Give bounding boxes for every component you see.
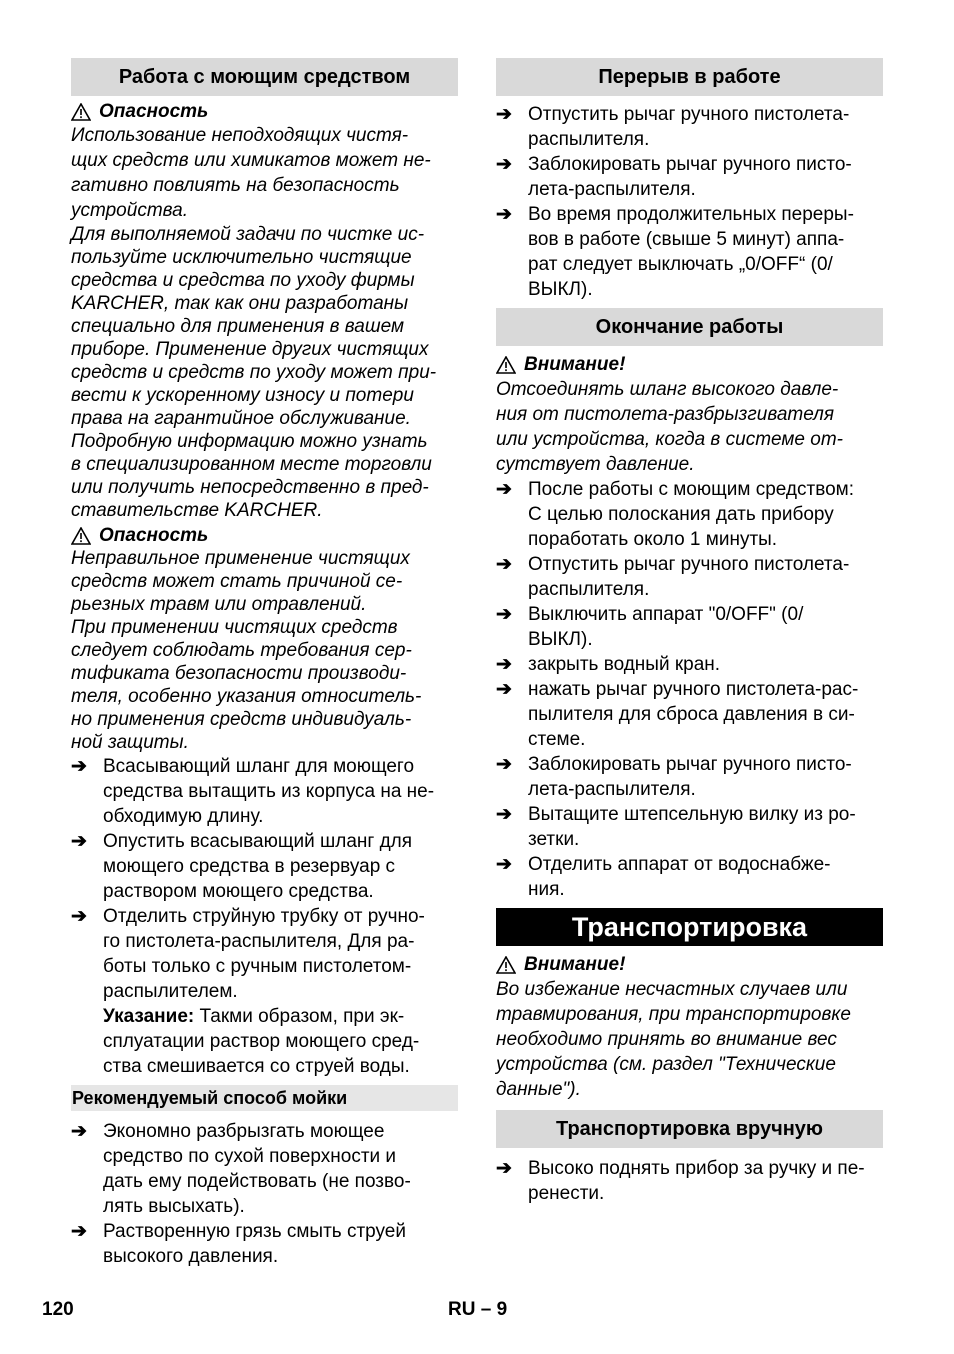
text-line: Неправильное применение чистящих (71, 548, 410, 569)
section-heading-detergent: Работа с моющим средством (71, 58, 458, 96)
warning-notice (496, 952, 883, 977)
arrow-icon: ➔ (71, 831, 87, 852)
text-line: нажать рычаг ручного пистолета-рас- (528, 679, 859, 700)
text-line: Отделить аппарат от водоснабже- (528, 854, 831, 875)
text-line: После работы с моющим средством: (528, 479, 854, 500)
arrow-icon: ➔ (71, 906, 87, 927)
text-line: травмирования, при транспортировке (496, 1004, 851, 1025)
text-line: KARCHER, так как они разработаны (71, 293, 409, 314)
text-line: Заблокировать рычаг ручного писто- (528, 754, 852, 775)
list-item (496, 152, 883, 202)
text-line: вов в работе (свыше 5 минут) аппа- (528, 229, 845, 250)
text-line: боты только с ручным пистолетом- (103, 956, 412, 977)
text-line: следует соблюдать требования сер- (71, 640, 412, 661)
text-line: гативно повлиять на безопасность (71, 175, 400, 196)
text-line: Всасывающий шланг для моющего (103, 756, 415, 777)
arrow-icon: ➔ (496, 154, 512, 175)
text-line: Растворенную грязь смыть струей (103, 1221, 406, 1242)
text-line: ВЫКЛ). (528, 629, 593, 650)
page-number: 120 (42, 1299, 74, 1320)
text-line: средства и средства по уходу фирмы (71, 270, 415, 291)
arrow-icon: ➔ (71, 756, 87, 777)
warning-text (496, 377, 883, 477)
text-line: ставительстве KARCHER. (71, 500, 323, 521)
text-line: ВЫКЛ). (528, 279, 593, 300)
text-line: Экономно разбрызгать моющее (103, 1121, 385, 1142)
text-line: сутствует давление. (496, 454, 695, 475)
list-item (496, 202, 883, 302)
text-line: стеме. (528, 729, 586, 750)
text-line: сплуатации раствор моющего сред- (103, 1031, 420, 1052)
text-line: поработать около 1 минуты. (528, 529, 778, 550)
text-line: ства смешивается со струей воды. (103, 1056, 410, 1077)
note (103, 1004, 458, 1029)
text-line: ренести. (528, 1183, 605, 1204)
text-line: При применении чистящих средств (71, 617, 398, 638)
warning-label: Внимание! (524, 354, 626, 375)
text-line: приборе. Применение других чистящих (71, 339, 429, 360)
warning-text (496, 977, 883, 1102)
list-item (496, 552, 883, 602)
section-heading-recommended: Рекомендуемый способ мойки (71, 1085, 458, 1111)
section-footer: RU – 9 (448, 1299, 508, 1320)
list-item (71, 904, 458, 1079)
danger-label: Опасность (99, 525, 209, 546)
text-line: Отсоединять шланг высокого давле- (496, 379, 839, 400)
danger-label: Опасность (99, 101, 209, 122)
arrow-icon: ➔ (496, 604, 512, 625)
arrow-icon: ➔ (496, 104, 512, 125)
left-column (71, 58, 458, 1269)
arrow-icon: ➔ (496, 554, 512, 575)
arrow-icon: ➔ (496, 804, 512, 825)
list-item (71, 829, 458, 904)
text-line: Выключить аппарат "0/OFF" (0/ (528, 604, 804, 625)
list-item (71, 1119, 458, 1219)
text-line: или устройства, когда в системе от- (496, 429, 843, 450)
text-line: щих средств или химикатов может не- (71, 150, 431, 171)
text-line: распылителя. (528, 579, 650, 600)
chapter-heading-transport: Транспортировка (496, 908, 883, 946)
text-line: Отпустить рычаг ручного пистолета- (528, 554, 850, 575)
list-item (496, 477, 883, 552)
text-line: С целью полоскания дать прибору (528, 504, 834, 525)
warning-triangle-icon (71, 527, 91, 545)
arrow-icon: ➔ (496, 1158, 512, 1179)
text-line: Заблокировать рычаг ручного писто- (528, 154, 852, 175)
text-line: права на гарантийное обслуживание. (71, 408, 411, 429)
text-line: или получить непосредственно в пред- (71, 477, 429, 498)
text-line: Высоко поднять прибор за ручку и пе- (528, 1158, 865, 1179)
danger-text-2 (71, 547, 458, 754)
text-line: рат следует выключать „0/OFF“ (0/ (528, 254, 833, 275)
warning-triangle-icon (496, 956, 516, 974)
arrow-icon: ➔ (496, 754, 512, 775)
text-line: Для выполняемой задачи по чистке ис- (71, 224, 425, 245)
text-line: теля, особенно указания относитель- (71, 686, 422, 707)
arrow-icon: ➔ (496, 479, 512, 500)
text-line: средств и средств по уходу может при- (71, 362, 437, 383)
text-line: лета-распылителя. (528, 179, 696, 200)
arrow-icon: ➔ (496, 204, 512, 225)
list-item (496, 102, 883, 152)
danger-notice-2 (71, 524, 458, 547)
text-line: необходимо принять во внимание вес (496, 1029, 837, 1050)
text-line: средства вытащить из корпуса на не- (103, 781, 435, 802)
text-line: пылителя для сброса давления в си- (528, 704, 855, 725)
text-line: Подробную информацию можно узнать (71, 431, 428, 452)
section-heading-manual-transport: Транспортировка вручную (496, 1110, 883, 1148)
text-line: специально для применения в вашем (71, 316, 405, 337)
text-line: Отделить струйную трубку от ручно- (103, 906, 425, 927)
note-label: Указание: (103, 1006, 195, 1027)
arrow-icon: ➔ (496, 679, 512, 700)
text-line: лять высыхать). (103, 1196, 245, 1217)
text-line: Во время продолжительных переры- (528, 204, 854, 225)
text-line: закрыть водный кран. (528, 654, 721, 675)
text-line: вести к ускоренному износу и потери (71, 385, 414, 406)
text-line: рьезных травм или отравлений. (71, 594, 367, 615)
text-line: Вытащите штепсельную вилку из ро- (528, 804, 856, 825)
warning-label: Внимание! (524, 954, 626, 975)
text-line: Отпустить рычаг ручного пистолета- (528, 104, 850, 125)
section-heading-pause: Перерыв в работе (496, 58, 883, 96)
text-line: дать ему подействовать (не позво- (103, 1171, 411, 1192)
list-item (496, 652, 883, 677)
text-line: ной защиты. (71, 732, 189, 753)
text-line: ния от пистолета-разбрызгивателя (496, 404, 835, 425)
warning-notice (496, 352, 883, 377)
list-item (496, 852, 883, 902)
text-line: средств может стать причиной се- (71, 571, 403, 592)
text-line: раствором моющего средства. (103, 881, 374, 902)
arrow-icon: ➔ (496, 854, 512, 875)
danger-notice-1 (71, 100, 458, 123)
list-item (71, 754, 458, 829)
list-item (71, 1219, 458, 1269)
text-line: средство по сухой поверхности и (103, 1146, 397, 1167)
text-line: го пистолета-распылителя, Для ра- (103, 931, 415, 952)
text-line: Такми образом, при эк- (194, 1006, 405, 1027)
text-line: Во избежание несчастных случаев или (496, 979, 848, 1000)
text-line: данные"). (496, 1079, 581, 1100)
arrow-icon: ➔ (71, 1121, 87, 1142)
list-item (496, 602, 883, 652)
text-line: зетки. (528, 829, 580, 850)
text-line: тификата безопасности производи- (71, 663, 407, 684)
text-line: распылителем. (103, 981, 238, 1002)
text-line: устройства (см. раздел "Технические (496, 1054, 836, 1075)
arrow-icon: ➔ (71, 1221, 87, 1242)
list-item (496, 802, 883, 852)
text-line: устройства. (71, 200, 188, 221)
text-line: моющего средства в резервуар с (103, 856, 396, 877)
text-line: распылителя. (528, 129, 650, 150)
right-column (496, 58, 883, 1206)
danger-text-1 (71, 123, 458, 522)
warning-triangle-icon (496, 356, 516, 374)
text-line: Опустить всасывающий шланг для (103, 831, 413, 852)
text-line: Использование неподходящих чистя- (71, 125, 409, 146)
text-line: высокого давления. (103, 1246, 279, 1267)
warning-triangle-icon (71, 103, 91, 121)
text-line: обходимую длину. (103, 806, 264, 827)
text-line: но применения средств индивидуаль- (71, 709, 412, 730)
list-item (496, 677, 883, 752)
arrow-icon: ➔ (496, 654, 512, 675)
text-line: ния. (528, 879, 565, 900)
text-line: пользуйте исключительно чистящие (71, 247, 412, 268)
text-line: лета-распылителя. (528, 779, 696, 800)
section-heading-finish: Окончание работы (496, 308, 883, 346)
list-item (496, 1156, 883, 1206)
text-line: в специализированном месте торговли (71, 454, 432, 475)
list-item (496, 752, 883, 802)
